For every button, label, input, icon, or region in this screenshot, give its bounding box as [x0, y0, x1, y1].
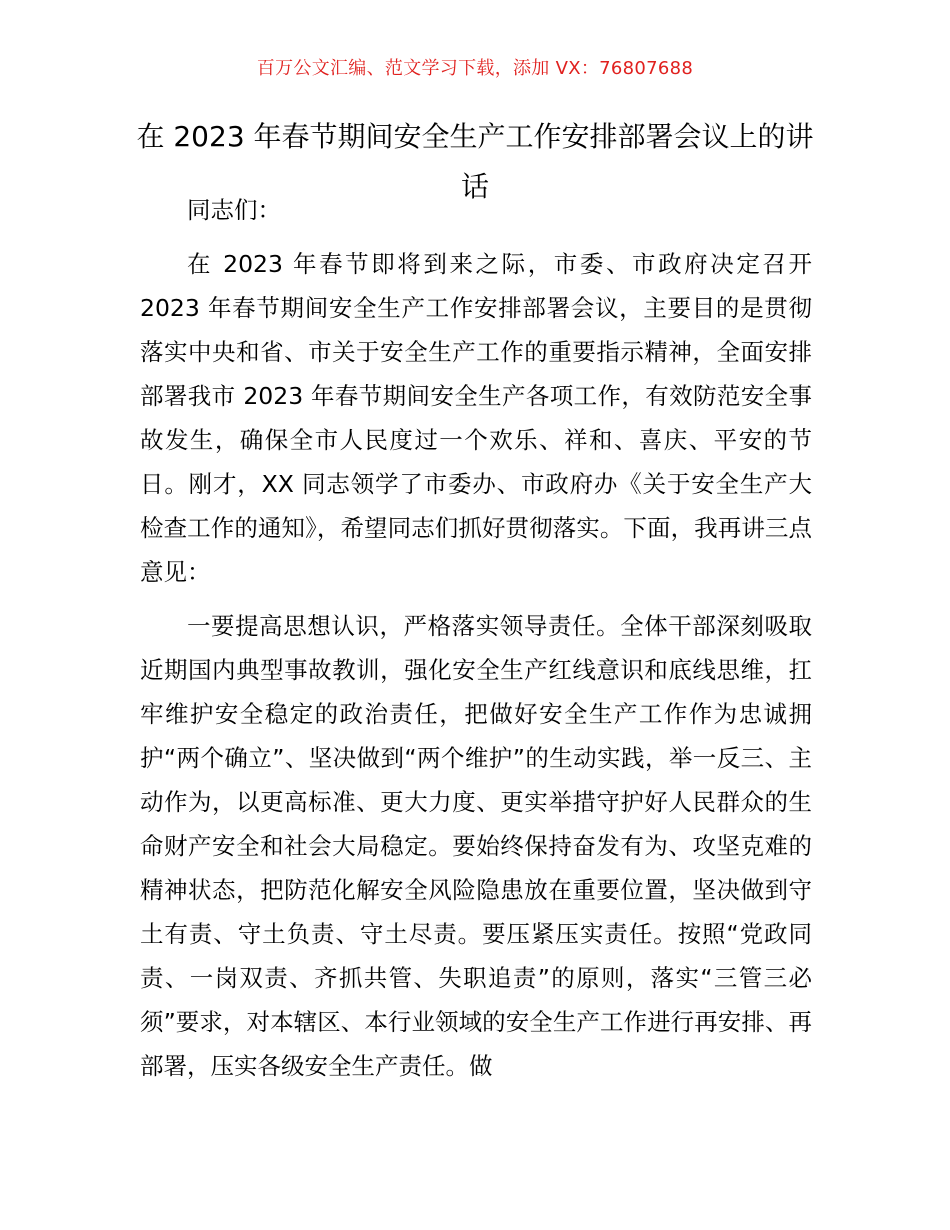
paragraph-intro: 在 2023 年春节即将到来之际，市委、市政府决定召开 2023 年春节期间安全生产工作安排部署会议，主要目的是贯彻落实中央和省、市关于安全生产工作的重要指示精神，全面安排部署我市 2023 年春节期间安全生产各项工作，有效防范安全事故发生，确保全市人民度过一个欢乐、祥和、喜庆、平安的节日。刚才，XX 同志领学了市委办、市政府办《关于安全生产大检查工作的通知》，希望同志们抓好贯彻落实。下面，我再讲三点意见： — [140, 250, 812, 586]
greeting: 同志们： — [187, 196, 281, 224]
watermark-header: 百万公文汇编、范文学习下载，添加 VX：76807688 — [256, 58, 694, 79]
document-title: 在 2023 年春节期间安全生产工作安排部署会议上的讲话 — [136, 120, 814, 203]
document-body — [140, 188, 812, 1088]
paragraph-point-one: 一要提高思想认识，严格落实领导责任。全体干部深刻吸取近期国内典型事故教训，强化安全生产红线意识和底线思维，扛牢维护安全稳定的政治责任，把做好安全生产工作作为忠诚拥护“两个确立”、坚决做到“两个维护”的生动实践，举一反三、主动作为，以更高标准、更大力度、更实举措守护好人民群众的生命财产安全和社会大局稳定。要始终保持奋发有为、攻坚克难的精神状态，把防范化解安全风险隐患放在重要位置，坚决做到守土有责、守土负责、守土尽责。要压紧压实责任。按照“党政同责、一岗双责、齐抓共管、失职追责”的原则，落实“三管三必须”要求，对本辖区、本行业领域的安全生产工作进行再安排、再部署，压实各级安全生产责任。做 — [140, 612, 812, 1080]
